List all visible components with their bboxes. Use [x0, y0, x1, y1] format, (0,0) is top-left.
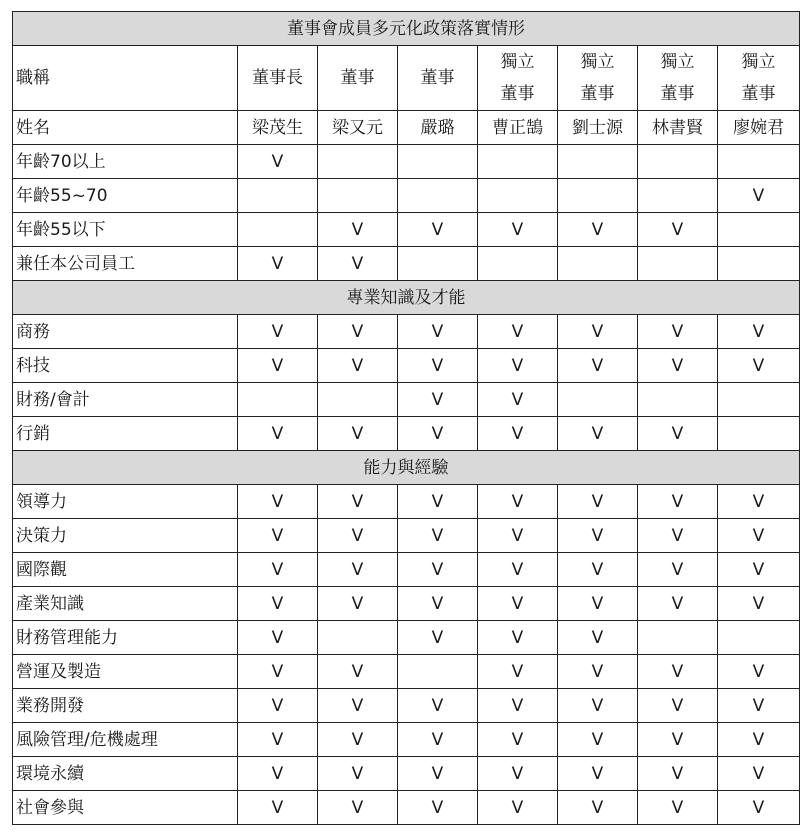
check-mark: V	[558, 689, 638, 723]
check-mark: V	[718, 179, 800, 213]
check-mark: V	[638, 213, 718, 247]
check-mark: V	[478, 587, 558, 621]
check-mark: V	[638, 553, 718, 587]
check-mark: V	[238, 689, 318, 723]
check-mark: V	[478, 383, 558, 417]
director-title-line: 獨立	[660, 52, 695, 72]
check-mark	[638, 383, 718, 417]
check-mark: V	[398, 485, 478, 519]
check-mark: V	[318, 587, 398, 621]
director-title	[718, 46, 800, 111]
director-title-line: 董事	[660, 84, 695, 104]
director-title-line: 獨立	[580, 52, 615, 72]
row-label: 社會參與	[13, 791, 238, 825]
director-title-line: 董事	[580, 84, 615, 104]
check-mark	[318, 383, 398, 417]
table-row	[13, 553, 800, 587]
check-mark	[718, 383, 800, 417]
check-mark	[718, 621, 800, 655]
check-mark	[398, 247, 478, 281]
check-mark: V	[478, 553, 558, 587]
row-label: 業務開發	[13, 689, 238, 723]
table-row	[13, 247, 800, 281]
check-mark: V	[238, 417, 318, 451]
check-mark: V	[398, 213, 478, 247]
director-name: 廖婉君	[718, 111, 800, 145]
check-mark: V	[318, 315, 398, 349]
row-label: 財務/會計	[13, 383, 238, 417]
check-mark: V	[638, 485, 718, 519]
check-mark	[398, 655, 478, 689]
check-mark: V	[398, 315, 478, 349]
check-mark: V	[238, 485, 318, 519]
check-mark: V	[638, 689, 718, 723]
check-mark: V	[478, 417, 558, 451]
row-label: 兼任本公司員工	[13, 247, 238, 281]
check-mark	[238, 383, 318, 417]
table-row	[13, 655, 800, 689]
row-label: 產業知識	[13, 587, 238, 621]
check-mark: V	[718, 519, 800, 553]
check-mark: V	[238, 145, 318, 179]
check-mark	[238, 213, 318, 247]
row-label: 領導力	[13, 485, 238, 519]
check-mark: V	[558, 417, 638, 451]
director-name: 梁茂生	[238, 111, 318, 145]
check-mark: V	[718, 315, 800, 349]
check-mark	[718, 213, 800, 247]
check-mark	[718, 417, 800, 451]
row-label: 風險管理/危機處理	[13, 723, 238, 757]
check-mark: V	[398, 723, 478, 757]
check-mark: V	[238, 315, 318, 349]
row-label: 科技	[13, 349, 238, 383]
row-label: 財務管理能力	[13, 621, 238, 655]
check-mark: V	[718, 349, 800, 383]
check-mark	[558, 145, 638, 179]
check-mark: V	[318, 655, 398, 689]
check-mark: V	[478, 349, 558, 383]
row-label: 環境永續	[13, 757, 238, 791]
director-title-line: 獨立	[741, 52, 776, 72]
header-label: 職稱	[13, 46, 238, 111]
names-label: 姓名	[13, 111, 238, 145]
check-mark: V	[638, 587, 718, 621]
check-mark: V	[238, 723, 318, 757]
check-mark: V	[638, 723, 718, 757]
check-mark: V	[478, 621, 558, 655]
director-title	[638, 46, 718, 111]
director-title	[318, 46, 398, 111]
check-mark	[318, 145, 398, 179]
row-label: 行銷	[13, 417, 238, 451]
check-mark: V	[238, 791, 318, 825]
table-row	[13, 791, 800, 825]
director-title-line: 董事	[500, 84, 535, 104]
check-mark: V	[318, 417, 398, 451]
director-title-line: 獨立	[500, 52, 535, 72]
check-mark	[638, 247, 718, 281]
check-mark: V	[718, 485, 800, 519]
check-mark	[318, 179, 398, 213]
row-label: 商務	[13, 315, 238, 349]
table-row	[13, 757, 800, 791]
table-row	[13, 417, 800, 451]
check-mark	[398, 179, 478, 213]
check-mark: V	[398, 757, 478, 791]
section-title: 專業知識及才能	[13, 281, 800, 315]
director-name: 劉士源	[558, 111, 638, 145]
check-mark: V	[318, 757, 398, 791]
check-mark	[558, 383, 638, 417]
check-mark: V	[238, 655, 318, 689]
check-mark: V	[318, 553, 398, 587]
check-mark: V	[558, 553, 638, 587]
board-diversity-table	[12, 11, 800, 825]
check-mark: V	[238, 349, 318, 383]
check-mark: V	[398, 519, 478, 553]
check-mark: V	[478, 689, 558, 723]
check-mark: V	[238, 519, 318, 553]
check-mark: V	[398, 417, 478, 451]
check-mark: V	[638, 349, 718, 383]
check-mark	[718, 145, 800, 179]
director-name: 林書賢	[638, 111, 718, 145]
check-mark	[558, 179, 638, 213]
row-label: 年齡55~70	[13, 179, 238, 213]
director-name: 曹正鵠	[478, 111, 558, 145]
check-mark: V	[558, 791, 638, 825]
table-row	[13, 587, 800, 621]
check-mark: V	[638, 519, 718, 553]
director-title-line: 董事	[340, 68, 375, 88]
section-header-row	[13, 451, 800, 485]
check-mark: V	[318, 519, 398, 553]
check-mark	[638, 145, 718, 179]
check-mark: V	[478, 655, 558, 689]
check-mark: V	[478, 315, 558, 349]
table-title-row	[13, 12, 800, 46]
director-name: 梁又元	[318, 111, 398, 145]
check-mark: V	[318, 485, 398, 519]
table-row	[13, 689, 800, 723]
check-mark: V	[478, 213, 558, 247]
section-header-row	[13, 281, 800, 315]
check-mark: V	[238, 587, 318, 621]
check-mark: V	[238, 757, 318, 791]
table-row	[13, 519, 800, 553]
check-mark: V	[238, 247, 318, 281]
check-mark: V	[318, 791, 398, 825]
check-mark: V	[558, 349, 638, 383]
check-mark: V	[398, 383, 478, 417]
check-mark	[318, 621, 398, 655]
director-title-line: 董事	[420, 68, 455, 88]
check-mark: V	[318, 689, 398, 723]
check-mark: V	[398, 689, 478, 723]
check-mark	[478, 179, 558, 213]
director-title	[238, 46, 318, 111]
check-mark: V	[398, 621, 478, 655]
check-mark	[718, 247, 800, 281]
check-mark: V	[398, 587, 478, 621]
check-mark: V	[478, 519, 558, 553]
director-title	[478, 46, 558, 111]
check-mark: V	[718, 655, 800, 689]
names-row	[13, 111, 800, 145]
check-mark: V	[478, 723, 558, 757]
table-row	[13, 179, 800, 213]
check-mark	[638, 621, 718, 655]
section-title: 能力與經驗	[13, 451, 800, 485]
check-mark: V	[318, 247, 398, 281]
header-row	[13, 46, 800, 111]
check-mark: V	[718, 587, 800, 621]
check-mark	[558, 247, 638, 281]
check-mark: V	[638, 315, 718, 349]
check-mark: V	[318, 213, 398, 247]
check-mark: V	[718, 757, 800, 791]
check-mark: V	[638, 757, 718, 791]
director-title-line: 董事	[741, 84, 776, 104]
check-mark: V	[478, 757, 558, 791]
table-row	[13, 349, 800, 383]
check-mark	[638, 179, 718, 213]
director-title-line: 董事長	[252, 68, 303, 88]
check-mark: V	[558, 621, 638, 655]
check-mark: V	[638, 655, 718, 689]
check-mark: V	[398, 553, 478, 587]
check-mark: V	[558, 519, 638, 553]
table-row	[13, 621, 800, 655]
table-row	[13, 145, 800, 179]
check-mark	[238, 179, 318, 213]
check-mark: V	[718, 689, 800, 723]
table-row	[13, 213, 800, 247]
check-mark: V	[398, 349, 478, 383]
check-mark: V	[318, 723, 398, 757]
check-mark: V	[558, 757, 638, 791]
check-mark: V	[638, 791, 718, 825]
check-mark: V	[238, 621, 318, 655]
check-mark: V	[718, 791, 800, 825]
table-row	[13, 315, 800, 349]
check-mark: V	[718, 723, 800, 757]
row-label: 年齡70以上	[13, 145, 238, 179]
table-title: 董事會成員多元化政策落實情形	[13, 12, 800, 46]
check-mark: V	[558, 587, 638, 621]
check-mark: V	[238, 553, 318, 587]
check-mark	[478, 145, 558, 179]
check-mark: V	[318, 349, 398, 383]
check-mark: V	[558, 485, 638, 519]
check-mark	[478, 247, 558, 281]
row-label: 營運及製造	[13, 655, 238, 689]
check-mark	[398, 145, 478, 179]
director-name: 嚴璐	[398, 111, 478, 145]
check-mark: V	[558, 213, 638, 247]
director-title	[398, 46, 478, 111]
check-mark: V	[718, 553, 800, 587]
check-mark: V	[398, 791, 478, 825]
check-mark: V	[558, 655, 638, 689]
row-label: 國際觀	[13, 553, 238, 587]
check-mark: V	[558, 723, 638, 757]
check-mark: V	[558, 315, 638, 349]
table-row	[13, 485, 800, 519]
check-mark: V	[478, 791, 558, 825]
check-mark: V	[478, 485, 558, 519]
table-body	[13, 12, 800, 825]
check-mark: V	[638, 417, 718, 451]
table-row	[13, 723, 800, 757]
row-label: 年齡55以下	[13, 213, 238, 247]
row-label: 決策力	[13, 519, 238, 553]
table-row	[13, 383, 800, 417]
director-title	[558, 46, 638, 111]
